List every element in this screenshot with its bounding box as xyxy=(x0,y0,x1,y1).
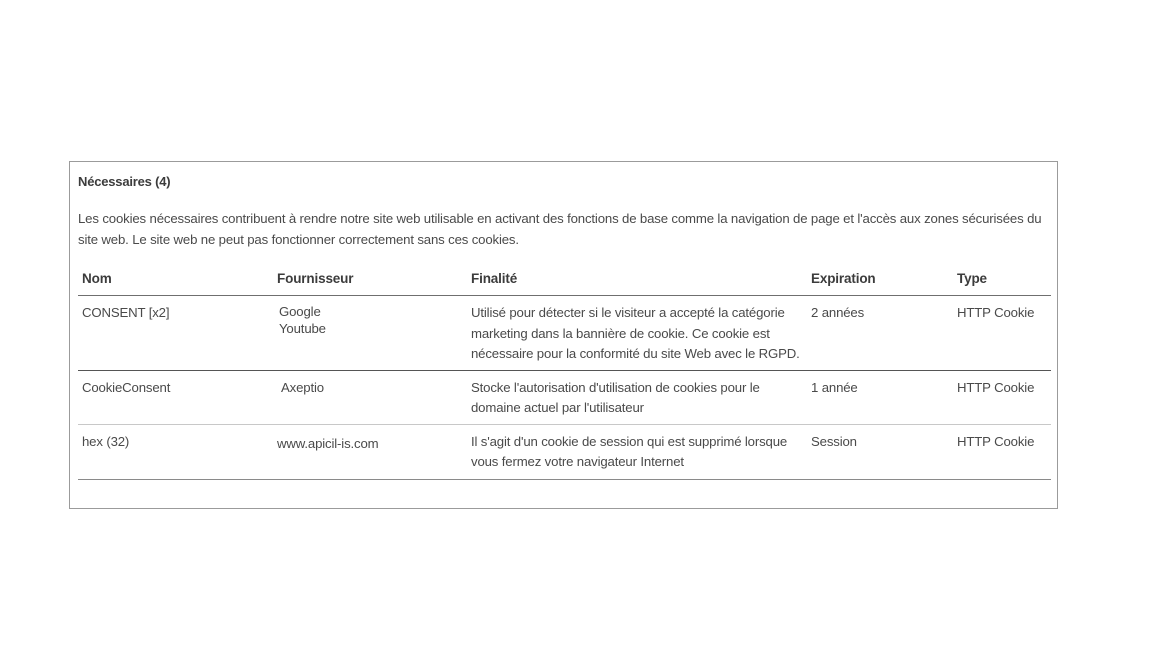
cookie-expiration: Session xyxy=(807,424,953,479)
cookie-purpose: Stocke l'autorisation d'utilisation de cookies pour le domaine actuel par l'utilisateur xyxy=(467,370,807,424)
cookie-purpose: Il s'agit d'un cookie de session qui est supprimé lorsque vous fermez votre navigateur Internet xyxy=(467,424,807,479)
cookie-type: HTTP Cookie xyxy=(953,296,1051,371)
column-header-type: Type xyxy=(953,262,1051,296)
cookie-type: HTTP Cookie xyxy=(953,370,1051,424)
cookie-name: hex (32) xyxy=(78,424,273,479)
cookie-provider xyxy=(273,424,467,479)
cookie-name: CookieConsent xyxy=(78,370,273,424)
column-header-name: Nom xyxy=(78,262,273,296)
table-row xyxy=(78,424,1051,479)
cookie-type: HTTP Cookie xyxy=(953,424,1051,479)
table-row xyxy=(78,370,1051,424)
provider-link[interactable]: www.apicil-is.com xyxy=(277,435,379,451)
provider-link[interactable]: Axeptio xyxy=(281,379,324,395)
column-header-expiration: Expiration xyxy=(807,262,953,296)
cookie-expiration: 2 années xyxy=(807,296,953,371)
cookie-provider xyxy=(273,296,467,371)
cookie-expiration: 1 année xyxy=(807,370,953,424)
cookie-table xyxy=(78,262,1051,480)
section-description: Les cookies nécessaires contribuent à rendre notre site web utilisable en activant des fonctions de base comme la navigation de page et l'accès aux zones sécurisées du site web. Le site web ne peut pas fonctionner correctement sans ces cookies. xyxy=(78,211,1042,247)
column-header-provider: Fournisseur xyxy=(273,262,467,296)
cookie-name: CONSENT [x2] xyxy=(78,296,273,371)
cookie-purpose: Utilisé pour détecter si le visiteur a accepté la catégorie marketing dans la bannière de cookie. Ce cookie est nécessaire pour la conformité du site Web avec le RGPD. xyxy=(467,296,807,371)
column-header-purpose: Finalité xyxy=(467,262,807,296)
necessary-cookies-panel xyxy=(69,161,1058,509)
provider-link[interactable]: Google xyxy=(279,304,321,319)
cookie-provider xyxy=(273,370,467,424)
section-title: Nécessaires (4) xyxy=(78,174,171,189)
table-row xyxy=(78,296,1051,371)
provider-link[interactable]: Youtube xyxy=(279,321,326,336)
table-header-row xyxy=(78,262,1051,296)
